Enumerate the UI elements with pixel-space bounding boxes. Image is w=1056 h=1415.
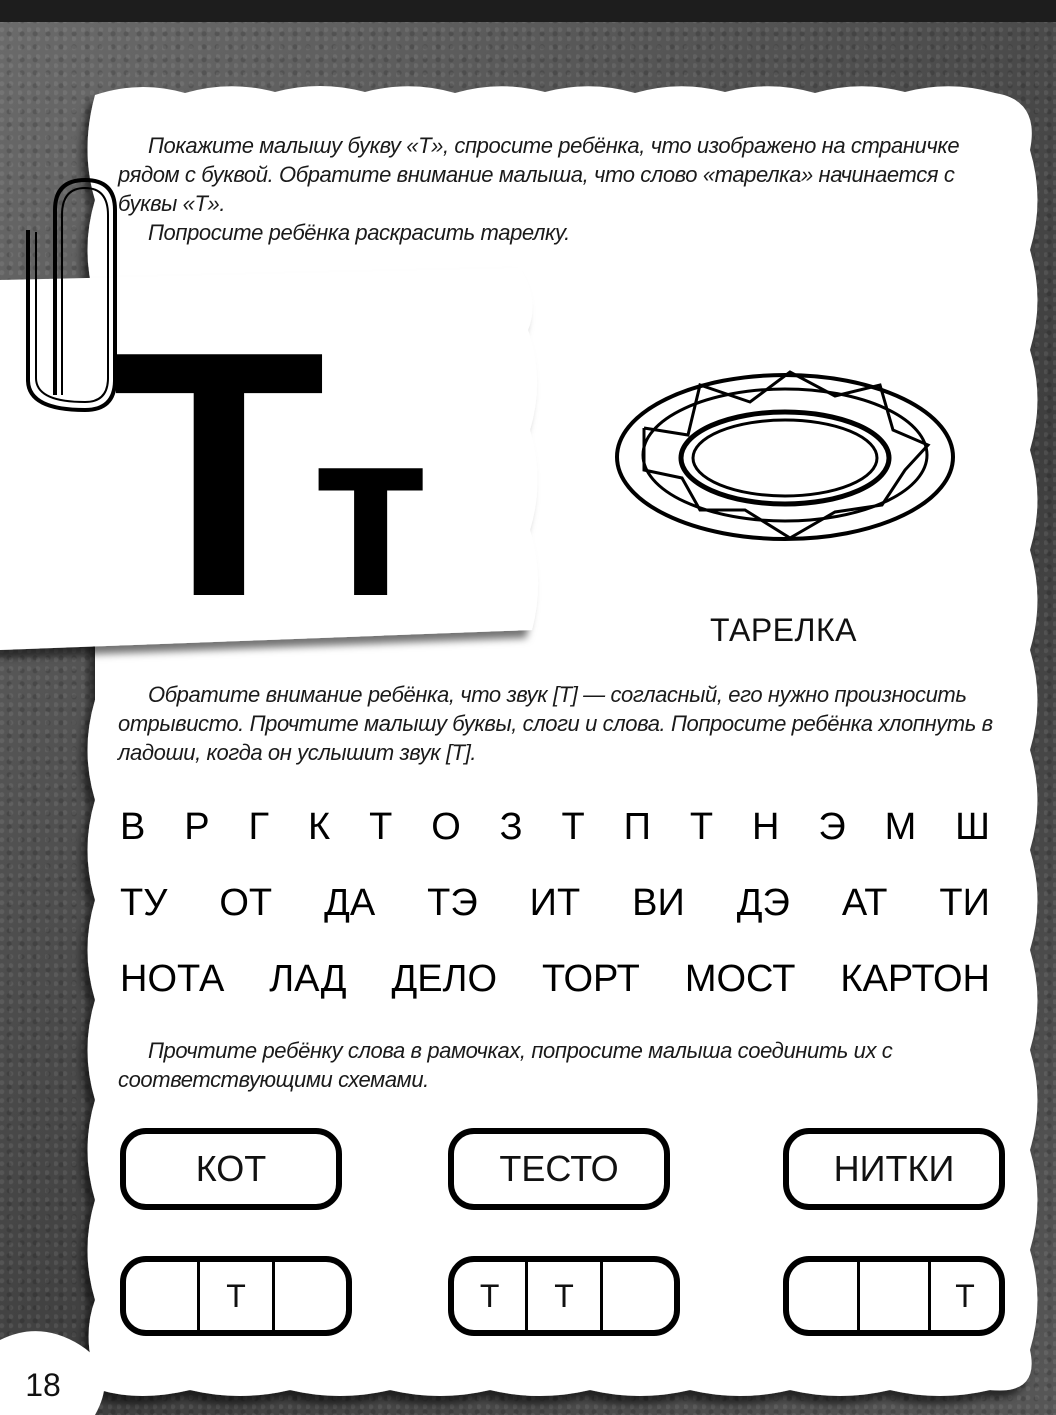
intro-paragraph-2: Попросите ребёнка раскрасить тарелку. (148, 220, 570, 245)
letter-item: К (308, 806, 331, 848)
letter-lower: т (311, 378, 430, 646)
letter-item: З (499, 806, 523, 848)
scheme-cell (857, 1262, 928, 1330)
sound-scheme-2[interactable] (448, 1256, 680, 1336)
word-box-2[interactable]: ТЕСТО (448, 1128, 670, 1210)
big-letter (112, 279, 430, 670)
letter-item: О (431, 806, 461, 848)
syllable-item: ВИ (632, 882, 685, 924)
letters-row (120, 806, 990, 849)
syllable-item: ДЭ (736, 882, 790, 924)
word-item: МОСТ (684, 958, 796, 1000)
intro-paragraph-1: Покажите малышу букву «Т», спросите ребёнка, что изображено на страничке рядом с буквой. Обратите внимание малыша, что слово «тарелка» начинается с буквы «Т». (118, 133, 960, 216)
scheme-cell: Т (197, 1262, 271, 1330)
match-instructions (118, 1036, 1008, 1094)
scheme-cell: Т (479, 1277, 500, 1314)
page-number: 18 (25, 1366, 61, 1403)
sound-scheme-1[interactable] (120, 1256, 352, 1336)
syllable-item: ТУ (120, 882, 168, 924)
plate-caption: ТАРЕЛКА (710, 612, 857, 648)
letter-item: П (623, 806, 651, 848)
word-item: ЛАД (269, 958, 347, 1000)
scheme-cell (272, 1262, 346, 1330)
scheme-cell (789, 1262, 857, 1330)
scheme-cell (126, 1262, 197, 1330)
syllable-item: ТИ (939, 882, 990, 924)
word-box-3[interactable]: НИТКИ (783, 1128, 1005, 1210)
letter-item: Р (184, 806, 210, 848)
sound-paragraph: Обратите внимание ребёнка, что звук [Т] — согласный, его нужно произносить отрывисто. Прочтите малышу буквы, слоги и слова. Попросите ребёнка хлопнуть в ладоши, когда он услышит звук [Т]. (118, 682, 993, 765)
letter-item: М (884, 806, 917, 848)
letter-item: Т (561, 806, 585, 848)
sound-scheme-3[interactable] (783, 1256, 1005, 1336)
word-item: КАРТОН (840, 958, 990, 1000)
match-paragraph: Прочтите ребёнку слова в рамочках, попросите малыша соединить их с соответствующими схемами. (118, 1038, 893, 1092)
letter-item: Т (689, 806, 714, 848)
word-box-1[interactable]: КОТ (120, 1128, 342, 1210)
syllable-item: ТЭ (427, 882, 478, 924)
scheme-cell (600, 1262, 674, 1330)
syllable-item: ОТ (219, 882, 273, 924)
syllable-item: АТ (841, 882, 888, 924)
word-item: ТОРТ (541, 958, 640, 1000)
syllables-row (120, 882, 990, 925)
letter-item: Э (818, 806, 846, 848)
intro-instructions (118, 131, 1013, 247)
scheme-cell: Т (928, 1262, 999, 1330)
syllable-item: ДА (324, 882, 376, 924)
letter-item: Ш (955, 806, 990, 848)
words-row (120, 958, 990, 1001)
syllable-item: ИТ (529, 882, 581, 924)
letter-item: Т (369, 806, 393, 848)
word-item: ДЕЛО (391, 958, 498, 1000)
sound-instructions (118, 680, 998, 767)
letter-item: В (120, 806, 146, 848)
scheme-cell: Т (525, 1262, 599, 1330)
word-item: НОТА (120, 958, 225, 1000)
letter-item: Н (751, 806, 780, 848)
letter-upper: Т (112, 279, 312, 670)
letter-item: Г (248, 806, 270, 848)
